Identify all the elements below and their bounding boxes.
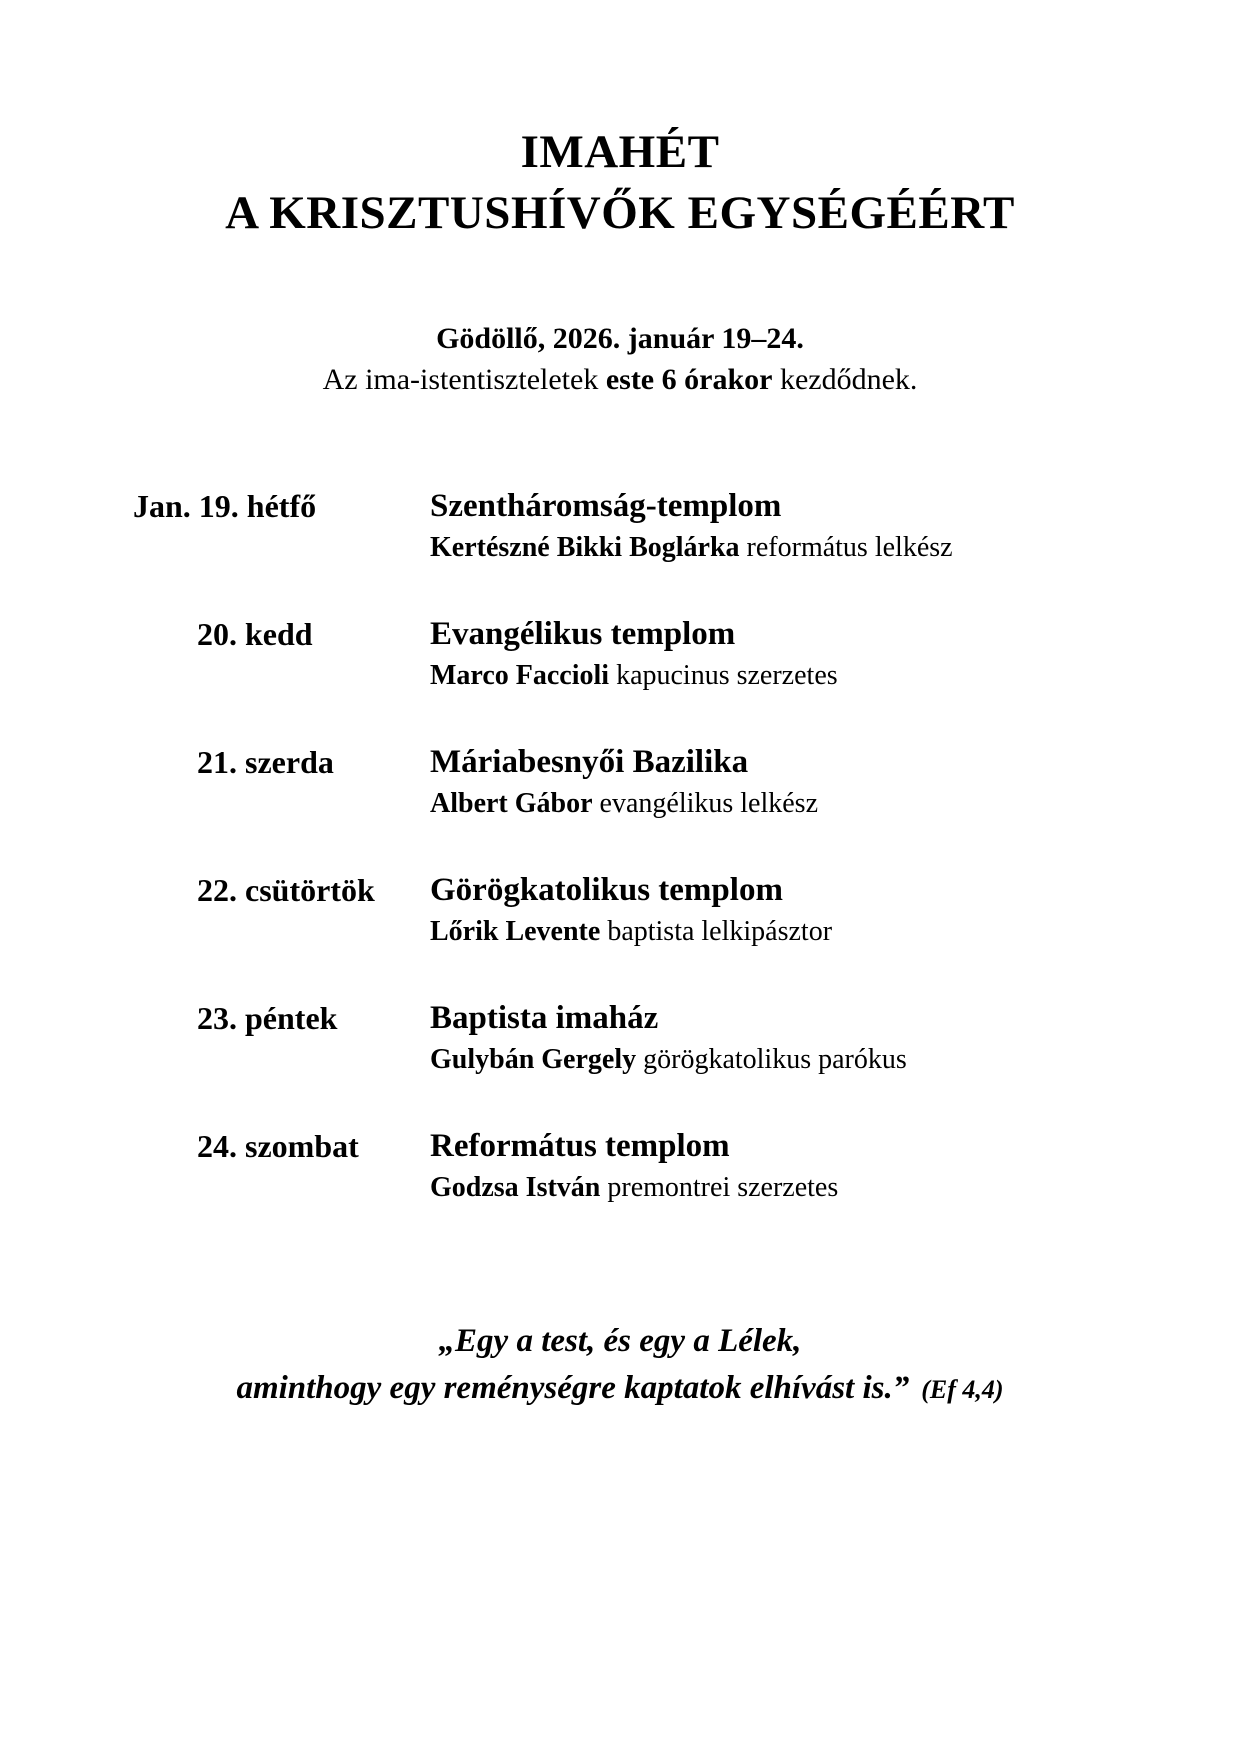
- intro-block: [0, 318, 1240, 400]
- quote-line-2-text: aminthogy egy reménységre kaptatok elhívást is.”: [236, 1370, 910, 1406]
- entry-day: 21. szerda: [197, 744, 334, 780]
- entry-details: [430, 742, 1130, 822]
- entry-details: [430, 614, 1130, 694]
- entry-day: Jan. 19. hétfő: [133, 488, 317, 524]
- schedule-entry: [133, 998, 1130, 1078]
- entry-speaker-role: református lelkész: [739, 532, 953, 563]
- schedule-entry: [133, 1126, 1130, 1206]
- title-line-1: IMAHÉT: [520, 126, 720, 178]
- closing-quote: [0, 1318, 1240, 1413]
- entry-venue: Baptista imaház: [430, 1000, 659, 1036]
- service-time-prefix: Az ima-istentiszteletek: [322, 363, 606, 396]
- entry-details: [430, 998, 1130, 1078]
- entry-speaker-name: Gulybán Gergely: [430, 1044, 637, 1075]
- entry-venue: Szentháromság-templom: [430, 488, 782, 524]
- entry-day: 24. szombat: [197, 1128, 359, 1164]
- quote-line-2: [0, 1365, 1240, 1413]
- schedule-entry: [133, 870, 1130, 950]
- entry-day: 20. kedd: [197, 616, 313, 652]
- entry-speaker-line: [430, 1042, 1130, 1078]
- schedule-list: [133, 486, 1130, 1206]
- entry-speaker-line: [430, 530, 1130, 566]
- entry-speaker-role: baptista lelkipásztor: [600, 916, 833, 947]
- entry-speaker-name: Lőrik Levente: [430, 916, 601, 947]
- service-time-line: [0, 359, 1240, 400]
- entry-day: 23. péntek: [197, 1000, 338, 1036]
- entry-speaker-role: premontrei szerzetes: [600, 1172, 839, 1203]
- entry-speaker-line: [430, 786, 1130, 822]
- quote-line-1: „Egy a test, és egy a Lélek,: [438, 1323, 802, 1359]
- entry-speaker-name: Marco Faccioli: [430, 660, 610, 691]
- entry-day: 22. csütörtök: [197, 872, 375, 908]
- quote-reference: (Ef 4,4): [921, 1375, 1004, 1404]
- entry-speaker-line: [430, 1170, 1130, 1206]
- service-time-suffix: kezdődnek.: [772, 363, 918, 396]
- entry-speaker-line: [430, 658, 1130, 694]
- page-title: [0, 0, 1240, 244]
- schedule-entry: [133, 742, 1130, 822]
- schedule-entry: [133, 486, 1130, 566]
- service-time-emphasis: este 6 órakor: [605, 363, 773, 396]
- entry-speaker-line: [430, 914, 1130, 950]
- entry-speaker-name: Albert Gábor: [430, 788, 593, 819]
- entry-venue: Máriabesnyői Bazilika: [430, 744, 749, 780]
- entry-venue: Görögkatolikus templom: [430, 872, 783, 908]
- schedule-entry: [133, 614, 1130, 694]
- entry-details: [430, 1126, 1130, 1206]
- entry-speaker-name: Kertészné Bikki Boglárka: [430, 532, 740, 563]
- entry-speaker-role: kapucinus szerzetes: [609, 660, 838, 691]
- entry-speaker-name: Godzsa István: [430, 1172, 601, 1203]
- entry-speaker-role: görögkatolikus parókus: [636, 1044, 907, 1075]
- entry-details: [430, 486, 1130, 566]
- location-date: Gödöllő, 2026. január 19–24.: [436, 322, 804, 355]
- entry-venue: Református templom: [430, 1128, 730, 1164]
- entry-venue: Evangélikus templom: [430, 616, 736, 652]
- entry-speaker-role: evangélikus lelkész: [592, 788, 819, 819]
- title-line-2: A KRISZTUSHÍVŐK EGYSÉGÉÉRT: [225, 187, 1015, 239]
- entry-details: [430, 870, 1130, 950]
